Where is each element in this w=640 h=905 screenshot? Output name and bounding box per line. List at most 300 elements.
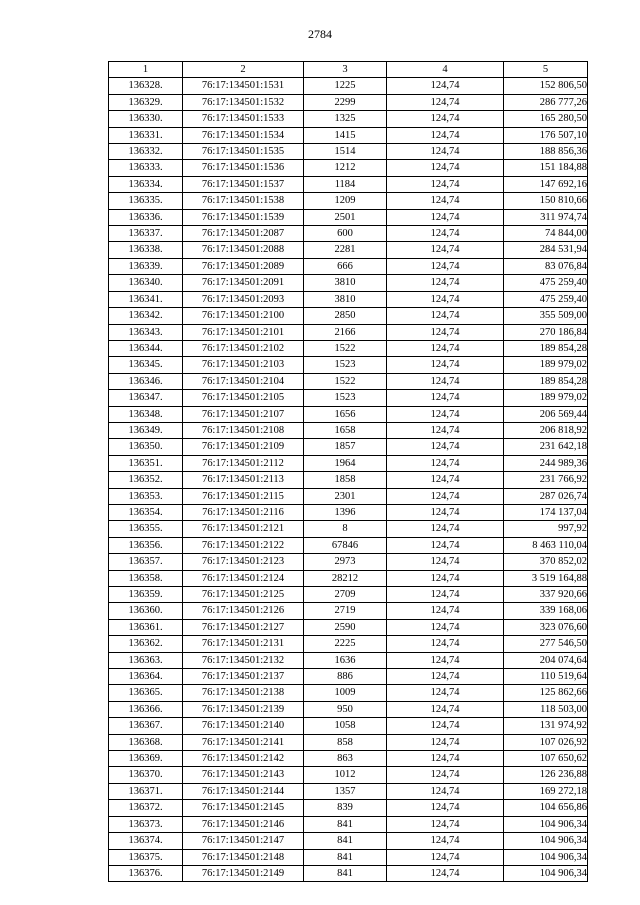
row-number-cell: 136348.	[109, 406, 183, 422]
area-cell: 1184	[304, 176, 387, 192]
value-cell: 189 979,02	[504, 390, 588, 406]
area-cell: 2719	[304, 603, 387, 619]
row-number-cell: 136334.	[109, 176, 183, 192]
cadastral-number-cell: 76:17:134501:2147	[183, 833, 304, 849]
cadastral-number-cell: 76:17:134501:2124	[183, 570, 304, 586]
rate-cell: 124,74	[387, 193, 504, 209]
table-row	[109, 849, 588, 865]
table-row	[109, 275, 588, 291]
cadastral-number-cell: 76:17:134501:2100	[183, 308, 304, 324]
value-cell: 475 259,40	[504, 291, 588, 307]
row-number-cell: 136339.	[109, 258, 183, 274]
rate-cell: 124,74	[387, 636, 504, 652]
row-number-cell: 136331.	[109, 127, 183, 143]
value-cell: 104 906,34	[504, 833, 588, 849]
table-row	[109, 701, 588, 717]
data-table	[108, 61, 588, 882]
row-number-cell: 136352.	[109, 472, 183, 488]
table-row	[109, 209, 588, 225]
cadastral-number-cell: 76:17:134501:2123	[183, 554, 304, 570]
area-cell: 863	[304, 751, 387, 767]
table-header	[109, 62, 588, 78]
cadastral-number-cell: 76:17:134501:2140	[183, 718, 304, 734]
table-row	[109, 603, 588, 619]
value-cell: 83 076,84	[504, 258, 588, 274]
cadastral-number-cell: 76:17:134501:2142	[183, 751, 304, 767]
row-number-cell: 136338.	[109, 242, 183, 258]
value-cell: 110 519,64	[504, 669, 588, 685]
cadastral-number-cell: 76:17:134501:2112	[183, 455, 304, 471]
rate-cell: 124,74	[387, 734, 504, 750]
value-cell: 370 852,02	[504, 554, 588, 570]
table-row	[109, 537, 588, 553]
rate-cell: 124,74	[387, 209, 504, 225]
rate-cell: 124,74	[387, 701, 504, 717]
table-row	[109, 78, 588, 94]
rate-cell: 124,74	[387, 258, 504, 274]
cadastral-number-cell: 76:17:134501:2091	[183, 275, 304, 291]
table-row	[109, 685, 588, 701]
row-number-cell: 136341.	[109, 291, 183, 307]
cadastral-number-cell: 76:17:134501:1531	[183, 78, 304, 94]
cadastral-number-cell: 76:17:134501:2113	[183, 472, 304, 488]
cadastral-number-cell: 76:17:134501:2102	[183, 340, 304, 356]
cadastral-number-cell: 76:17:134501:2141	[183, 734, 304, 750]
table-row	[109, 669, 588, 685]
rate-cell: 124,74	[387, 603, 504, 619]
table-row	[109, 816, 588, 832]
table-row	[109, 226, 588, 242]
cadastral-number-cell: 76:17:134501:2144	[183, 783, 304, 799]
table-row	[109, 734, 588, 750]
cadastral-number-cell: 76:17:134501:2149	[183, 865, 304, 881]
area-cell: 8	[304, 521, 387, 537]
table-row	[109, 751, 588, 767]
table-row	[109, 373, 588, 389]
area-cell: 1325	[304, 111, 387, 127]
rate-cell: 124,74	[387, 308, 504, 324]
row-number-cell: 136361.	[109, 619, 183, 635]
area-cell: 1964	[304, 455, 387, 471]
cadastral-number-cell: 76:17:134501:2101	[183, 324, 304, 340]
row-number-cell: 136363.	[109, 652, 183, 668]
rate-cell: 124,74	[387, 455, 504, 471]
value-cell: 150 810,66	[504, 193, 588, 209]
rate-cell: 124,74	[387, 439, 504, 455]
rate-cell: 124,74	[387, 78, 504, 94]
table-body	[109, 78, 588, 882]
table-row	[109, 504, 588, 520]
row-number-cell: 136340.	[109, 275, 183, 291]
area-cell: 2281	[304, 242, 387, 258]
value-cell: 286 777,26	[504, 94, 588, 110]
area-cell: 67846	[304, 537, 387, 553]
table-row	[109, 636, 588, 652]
value-cell: 231 642,18	[504, 439, 588, 455]
value-cell: 126 236,88	[504, 767, 588, 783]
rate-cell: 124,74	[387, 275, 504, 291]
area-cell: 666	[304, 258, 387, 274]
value-cell: 3 519 164,88	[504, 570, 588, 586]
cadastral-number-cell: 76:17:134501:2146	[183, 816, 304, 832]
cadastral-number-cell: 76:17:134501:2131	[183, 636, 304, 652]
cadastral-number-cell: 76:17:134501:1533	[183, 111, 304, 127]
area-cell: 1514	[304, 144, 387, 160]
row-number-cell: 136374.	[109, 833, 183, 849]
row-number-cell: 136373.	[109, 816, 183, 832]
cadastral-number-cell: 76:17:134501:2121	[183, 521, 304, 537]
rate-cell: 124,74	[387, 488, 504, 504]
table-row	[109, 619, 588, 635]
table-row	[109, 865, 588, 881]
row-number-cell: 136369.	[109, 751, 183, 767]
column-header-3: 3	[304, 62, 387, 78]
rate-cell: 124,74	[387, 587, 504, 603]
area-cell: 1209	[304, 193, 387, 209]
value-cell: 284 531,94	[504, 242, 588, 258]
area-cell: 841	[304, 865, 387, 881]
cadastral-number-cell: 76:17:134501:2127	[183, 619, 304, 635]
area-cell: 2590	[304, 619, 387, 635]
value-cell: 125 862,66	[504, 685, 588, 701]
row-number-cell: 136360.	[109, 603, 183, 619]
cadastral-number-cell: 76:17:134501:1535	[183, 144, 304, 160]
value-cell: 107 026,92	[504, 734, 588, 750]
area-cell: 1058	[304, 718, 387, 734]
cadastral-number-cell: 76:17:134501:2087	[183, 226, 304, 242]
area-cell: 1658	[304, 422, 387, 438]
rate-cell: 124,74	[387, 767, 504, 783]
table-row	[109, 258, 588, 274]
row-number-cell: 136345.	[109, 357, 183, 373]
value-cell: 189 854,28	[504, 340, 588, 356]
cadastral-number-cell: 76:17:134501:1539	[183, 209, 304, 225]
value-cell: 287 026,74	[504, 488, 588, 504]
cadastral-number-cell: 76:17:134501:2089	[183, 258, 304, 274]
area-cell: 1523	[304, 390, 387, 406]
row-number-cell: 136371.	[109, 783, 183, 799]
area-cell: 2225	[304, 636, 387, 652]
value-cell: 174 137,04	[504, 504, 588, 520]
value-cell: 337 920,66	[504, 587, 588, 603]
table-row	[109, 193, 588, 209]
value-cell: 152 806,50	[504, 78, 588, 94]
rate-cell: 124,74	[387, 472, 504, 488]
row-number-cell: 136342.	[109, 308, 183, 324]
value-cell: 475 259,40	[504, 275, 588, 291]
area-cell: 1636	[304, 652, 387, 668]
rate-cell: 124,74	[387, 669, 504, 685]
table-row	[109, 406, 588, 422]
cadastral-number-cell: 76:17:134501:2109	[183, 439, 304, 455]
area-cell: 3810	[304, 291, 387, 307]
area-cell: 2299	[304, 94, 387, 110]
area-cell: 1009	[304, 685, 387, 701]
value-cell: 131 974,92	[504, 718, 588, 734]
area-cell: 600	[304, 226, 387, 242]
rate-cell: 124,74	[387, 242, 504, 258]
row-number-cell: 136351.	[109, 455, 183, 471]
cadastral-number-cell: 76:17:134501:2107	[183, 406, 304, 422]
area-cell: 1857	[304, 439, 387, 455]
rate-cell: 124,74	[387, 127, 504, 143]
rate-cell: 124,74	[387, 176, 504, 192]
rate-cell: 124,74	[387, 340, 504, 356]
area-cell: 841	[304, 816, 387, 832]
area-cell: 1225	[304, 78, 387, 94]
value-cell: 107 650,62	[504, 751, 588, 767]
area-cell: 2709	[304, 587, 387, 603]
rate-cell: 124,74	[387, 94, 504, 110]
table-row	[109, 554, 588, 570]
value-cell: 104 906,34	[504, 865, 588, 881]
row-number-cell: 136346.	[109, 373, 183, 389]
cadastral-number-cell: 76:17:134501:1538	[183, 193, 304, 209]
area-cell: 1396	[304, 504, 387, 520]
value-cell: 165 280,50	[504, 111, 588, 127]
row-number-cell: 136375.	[109, 849, 183, 865]
table-row	[109, 652, 588, 668]
rate-cell: 124,74	[387, 554, 504, 570]
rate-cell: 124,74	[387, 849, 504, 865]
value-cell: 206 569,44	[504, 406, 588, 422]
table-row	[109, 94, 588, 110]
rate-cell: 124,74	[387, 865, 504, 881]
cadastral-number-cell: 76:17:134501:2138	[183, 685, 304, 701]
cadastral-number-cell: 76:17:134501:2103	[183, 357, 304, 373]
table-row	[109, 767, 588, 783]
rate-cell: 124,74	[387, 800, 504, 816]
cadastral-number-cell: 76:17:134501:2088	[183, 242, 304, 258]
row-number-cell: 136344.	[109, 340, 183, 356]
row-number-cell: 136367.	[109, 718, 183, 734]
table-row	[109, 324, 588, 340]
area-cell: 886	[304, 669, 387, 685]
value-cell: 270 186,84	[504, 324, 588, 340]
value-cell: 118 503,00	[504, 701, 588, 717]
table-row	[109, 422, 588, 438]
value-cell: 189 854,28	[504, 373, 588, 389]
cadastral-number-cell: 76:17:134501:2116	[183, 504, 304, 520]
value-cell: 8 463 110,04	[504, 537, 588, 553]
row-number-cell: 136362.	[109, 636, 183, 652]
value-cell: 104 906,34	[504, 816, 588, 832]
table-row	[109, 357, 588, 373]
rate-cell: 124,74	[387, 652, 504, 668]
rate-cell: 124,74	[387, 537, 504, 553]
cadastral-number-cell: 76:17:134501:2125	[183, 587, 304, 603]
value-cell: 169 272,18	[504, 783, 588, 799]
value-cell: 244 989,36	[504, 455, 588, 471]
rate-cell: 124,74	[387, 783, 504, 799]
value-cell: 189 979,02	[504, 357, 588, 373]
value-cell: 204 074,64	[504, 652, 588, 668]
area-cell: 1012	[304, 767, 387, 783]
rate-cell: 124,74	[387, 685, 504, 701]
rate-cell: 124,74	[387, 373, 504, 389]
row-number-cell: 136343.	[109, 324, 183, 340]
row-number-cell: 136364.	[109, 669, 183, 685]
row-number-cell: 136370.	[109, 767, 183, 783]
area-cell: 2166	[304, 324, 387, 340]
row-number-cell: 136333.	[109, 160, 183, 176]
row-number-cell: 136335.	[109, 193, 183, 209]
value-cell: 188 856,36	[504, 144, 588, 160]
value-cell: 277 546,50	[504, 636, 588, 652]
row-number-cell: 136376.	[109, 865, 183, 881]
cadastral-number-cell: 76:17:134501:1534	[183, 127, 304, 143]
rate-cell: 124,74	[387, 816, 504, 832]
value-cell: 104 906,34	[504, 849, 588, 865]
column-header-5: 5	[504, 62, 588, 78]
value-cell: 323 076,60	[504, 619, 588, 635]
value-cell: 355 509,00	[504, 308, 588, 324]
header-row	[109, 62, 588, 78]
area-cell: 2301	[304, 488, 387, 504]
row-number-cell: 136330.	[109, 111, 183, 127]
row-number-cell: 136350.	[109, 439, 183, 455]
row-number-cell: 136349.	[109, 422, 183, 438]
table-row	[109, 242, 588, 258]
row-number-cell: 136356.	[109, 537, 183, 553]
rate-cell: 124,74	[387, 324, 504, 340]
value-cell: 206 818,92	[504, 422, 588, 438]
table-row	[109, 390, 588, 406]
rate-cell: 124,74	[387, 751, 504, 767]
area-cell: 2850	[304, 308, 387, 324]
table-row	[109, 472, 588, 488]
table-row	[109, 833, 588, 849]
area-cell: 1858	[304, 472, 387, 488]
value-cell: 104 656,86	[504, 800, 588, 816]
value-cell: 231 766,92	[504, 472, 588, 488]
rate-cell: 124,74	[387, 390, 504, 406]
table-row	[109, 587, 588, 603]
table-row	[109, 455, 588, 471]
table-row	[109, 111, 588, 127]
table-row	[109, 783, 588, 799]
table-row	[109, 127, 588, 143]
area-cell: 1212	[304, 160, 387, 176]
table-row	[109, 291, 588, 307]
row-number-cell: 136366.	[109, 701, 183, 717]
cadastral-number-cell: 76:17:134501:2139	[183, 701, 304, 717]
cadastral-number-cell: 76:17:134501:2104	[183, 373, 304, 389]
rate-cell: 124,74	[387, 406, 504, 422]
rate-cell: 124,74	[387, 619, 504, 635]
area-cell: 841	[304, 849, 387, 865]
rate-cell: 124,74	[387, 521, 504, 537]
rate-cell: 124,74	[387, 291, 504, 307]
page-number: 2784	[308, 27, 332, 41]
cadastral-number-cell: 76:17:134501:2126	[183, 603, 304, 619]
table-row	[109, 160, 588, 176]
table-row	[109, 176, 588, 192]
area-cell: 2973	[304, 554, 387, 570]
column-header-1: 1	[109, 62, 183, 78]
area-cell: 1357	[304, 783, 387, 799]
area-cell: 858	[304, 734, 387, 750]
value-cell: 311 974,74	[504, 209, 588, 225]
area-cell: 28212	[304, 570, 387, 586]
rate-cell: 124,74	[387, 226, 504, 242]
row-number-cell: 136372.	[109, 800, 183, 816]
row-number-cell: 136336.	[109, 209, 183, 225]
table-row	[109, 340, 588, 356]
rate-cell: 124,74	[387, 718, 504, 734]
row-number-cell: 136368.	[109, 734, 183, 750]
column-header-4: 4	[387, 62, 504, 78]
value-cell: 339 168,06	[504, 603, 588, 619]
row-number-cell: 136337.	[109, 226, 183, 242]
rate-cell: 124,74	[387, 160, 504, 176]
cadastral-number-cell: 76:17:134501:2148	[183, 849, 304, 865]
table-row	[109, 521, 588, 537]
area-cell: 1522	[304, 373, 387, 389]
cadastral-number-cell: 76:17:134501:2137	[183, 669, 304, 685]
row-number-cell: 136353.	[109, 488, 183, 504]
row-number-cell: 136357.	[109, 554, 183, 570]
row-number-cell: 136347.	[109, 390, 183, 406]
row-number-cell: 136354.	[109, 504, 183, 520]
area-cell: 2501	[304, 209, 387, 225]
cadastral-number-cell: 76:17:134501:1536	[183, 160, 304, 176]
row-number-cell: 136359.	[109, 587, 183, 603]
cadastral-number-cell: 76:17:134501:2115	[183, 488, 304, 504]
row-number-cell: 136355.	[109, 521, 183, 537]
row-number-cell: 136328.	[109, 78, 183, 94]
row-number-cell: 136332.	[109, 144, 183, 160]
cadastral-number-cell: 76:17:134501:2093	[183, 291, 304, 307]
rate-cell: 124,74	[387, 144, 504, 160]
table-row	[109, 144, 588, 160]
cadastral-number-cell: 76:17:134501:2105	[183, 390, 304, 406]
cadastral-number-cell: 76:17:134501:2143	[183, 767, 304, 783]
rate-cell: 124,74	[387, 111, 504, 127]
row-number-cell: 136358.	[109, 570, 183, 586]
value-cell: 997,92	[504, 521, 588, 537]
table-row	[109, 308, 588, 324]
rate-cell: 124,74	[387, 504, 504, 520]
cadastral-number-cell: 76:17:134501:2145	[183, 800, 304, 816]
cadastral-number-cell: 76:17:134501:2122	[183, 537, 304, 553]
table-row	[109, 800, 588, 816]
row-number-cell: 136329.	[109, 94, 183, 110]
cadastral-number-cell: 76:17:134501:1537	[183, 176, 304, 192]
rate-cell: 124,74	[387, 570, 504, 586]
rate-cell: 124,74	[387, 357, 504, 373]
row-number-cell: 136365.	[109, 685, 183, 701]
area-cell: 950	[304, 701, 387, 717]
area-cell: 1415	[304, 127, 387, 143]
rate-cell: 124,74	[387, 833, 504, 849]
area-cell: 841	[304, 833, 387, 849]
table-row	[109, 488, 588, 504]
table-row	[109, 718, 588, 734]
column-header-2: 2	[183, 62, 304, 78]
area-cell: 839	[304, 800, 387, 816]
area-cell: 1522	[304, 340, 387, 356]
rate-cell: 124,74	[387, 422, 504, 438]
table-row	[109, 570, 588, 586]
area-cell: 1656	[304, 406, 387, 422]
value-cell: 176 507,10	[504, 127, 588, 143]
value-cell: 74 844,00	[504, 226, 588, 242]
value-cell: 151 184,88	[504, 160, 588, 176]
cadastral-number-cell: 76:17:134501:1532	[183, 94, 304, 110]
cadastral-number-cell: 76:17:134501:2108	[183, 422, 304, 438]
value-cell: 147 692,16	[504, 176, 588, 192]
